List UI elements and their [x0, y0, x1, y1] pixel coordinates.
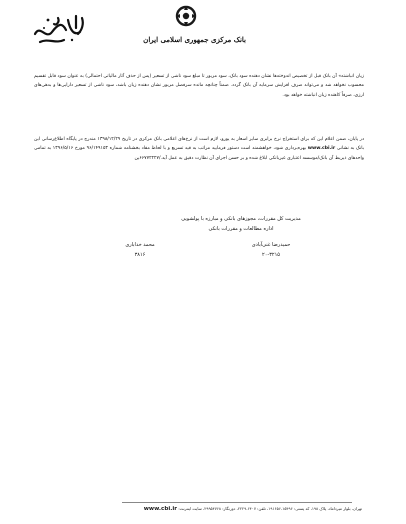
- body-paragraph-2: [34, 135, 364, 163]
- footer: [62, 505, 362, 513]
- bank-logo-icon: [174, 4, 198, 28]
- paragraph-2-url-link[interactable]: www.cbi.ir: [307, 146, 336, 152]
- signature-right: [231, 240, 311, 260]
- footer-divider: [122, 502, 352, 503]
- signatory-right-code: ۲۰-۳۲۱۵: [262, 252, 280, 258]
- paragraph-2-text-b: بهره‌برداری شود، خواهشمند است دستور فرمایید مراتب به قید تسریع و با لحاظ مفاد بخشنامه شماره ۹۶/۱۴۹۱۵۳ مورخ ۱۳۹۶/۵/۱۶ به تمامی واحدهای ذیربط آن بانک/موسسه اعتباری غیربانکی ابلاغ شده و بر حسن اجرای آن نظارت دقیق به عمل آید./۶۶۷۷۲۲۲۷ین: [34, 146, 364, 161]
- signature-left: [100, 240, 180, 260]
- body-paragraph-1: [34, 72, 364, 100]
- footer-website-link[interactable]: www.cbi.ir: [143, 506, 178, 512]
- signature-office: اداره مطالعات و مقررات بانکی: [208, 226, 274, 232]
- footer-address: تهران، بلوار میرداماد، پلاک ۱۹۸، کد پستی: ۱۵۴۹۶-۱۹۱۶۵۶، تلفن: ۶۴۰۷-۲۲۲۹، دورنگار: ۲۹۹۵۴۷۶۸، سایت اینترنت:: [178, 506, 362, 511]
- bank-name: بانک مرکزی جمهوری اسلامی ایران: [143, 35, 246, 44]
- paragraph-2-text-a: در پایان، ضمن اعلام این که برای استخراج نرخ برابری سایر اسعار به یورو، لازم است از نرخ‌های اعلامی بانک مرکزی در تاریخ ۱۳۹۸/۱۲/۲۹ مندرج در پایگاه اطلاع‌رسانی این بانک به نشانی: [34, 137, 364, 152]
- year-slogan-calligraphy: [30, 10, 88, 48]
- signatory-left-code: ۳۸۱۶: [134, 252, 146, 258]
- signatory-left-name: محمد خداباری: [125, 242, 155, 248]
- signatory-right-name: حمیدرضا غنی‌آبادی: [251, 242, 291, 248]
- signature-department: مدیریت کل مقررات، مجوزهای بانکی و مبارزه با پولشویی: [181, 216, 301, 222]
- paragraph-1-text: زیان انباشته» آن بانک قبل از تخصیص اندوخته‌ها نشان دهنده سود بانک، سود مزبور تا مبلغ سود ناشی از تسعیر (پس از حذف آثار مالیاتی احتمالی) به عنوان سود قابل تقسیم محسوب نخواهد شد و می‌تواند صرف افزایش سرمایه آن بانک گردد. ضمناً چنانچه مانده سرفصل مزبور نشان دهنده زیان باشد، سود ناشی از تسعیر دارایی‌ها و بدهی‌های ارزی، صرفاً کاهنده زیان انباشته خواهد بود.: [34, 74, 364, 98]
